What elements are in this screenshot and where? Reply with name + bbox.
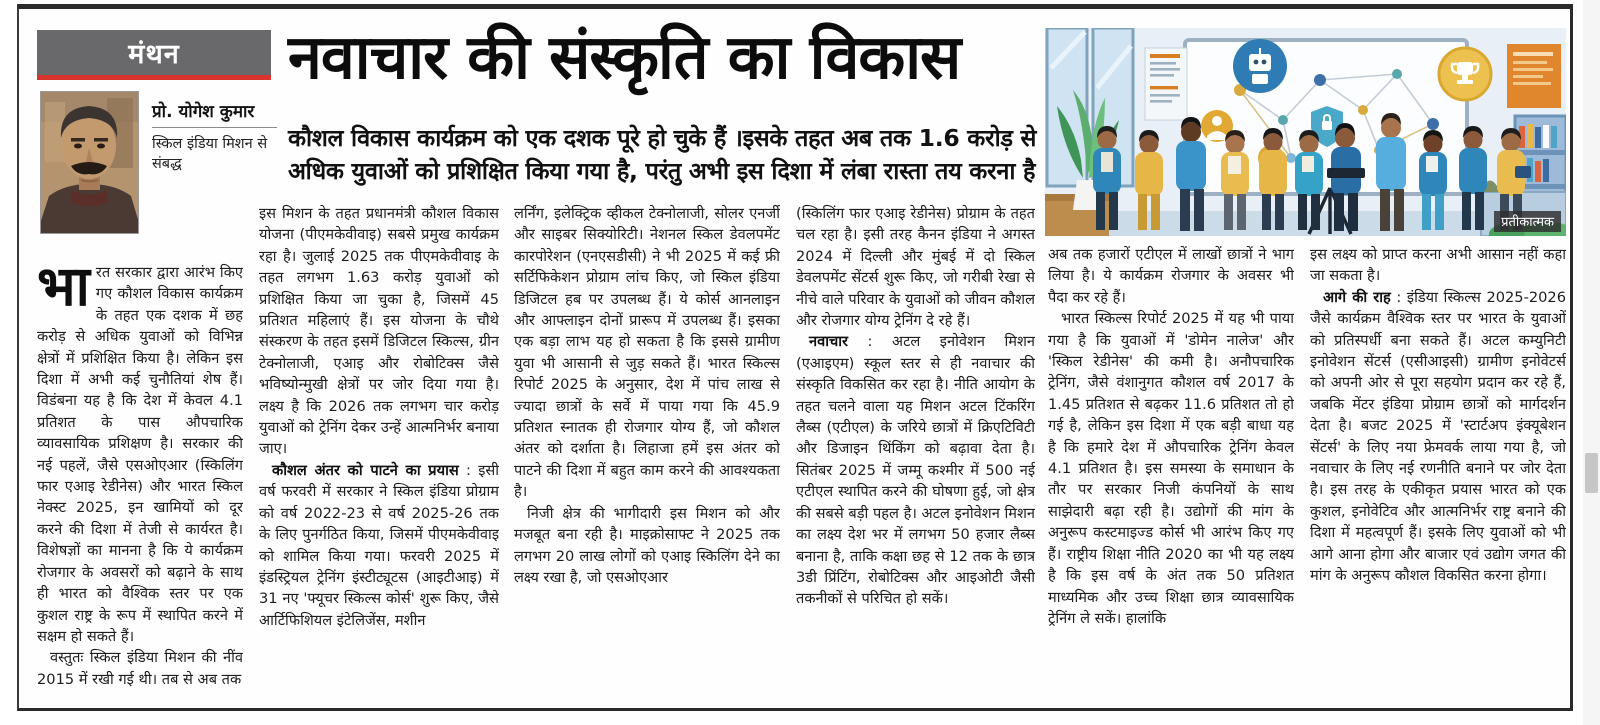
article-column-3 (514, 203, 780, 588)
paragraph: भारत स्किल्स रिपोर्ट 2025 में यह भी पाया गया है कि युवाओं में 'डोमेन नालेज' और 'स्किल रेडीनेस' की कमी है। अनौपचारिक ट्रेनिंग, जैसे वंशानुगत कौशल वर्ष 2017 के 1.45 प्रतिशत से बढ़कर 11.6 प्रतिशत तो हो गई है, लेकिन इस दिशा में एक बड़ी बाधा यह है कि हमारे देश में औपचारिक ट्रेनिंग केवल 4.1 प्रतिशत है। इस समस्या के समाधान के तौर पर सरकार निजी कंपनियों के साथ साझेदारी बढ़ा रही है। उद्योगों की मांग के अनुरूप कस्टमाइज्ड कोर्स भी आरंभ किए गए हैं। राष्ट्रीय शिक्षा नीति 2020 का भी यह लक्ष्य है कि इस वर्ष के अंत तक 50 प्रतिशत माध्यमिक और उच्च शिक्षा छात्र व्यावसायिक ट्रेनिंग ले सकें। हालांकि (1048, 310, 1294, 627)
scrollbar-track[interactable] (1583, 0, 1600, 725)
author-affiliation: स्किल इंडिया मिशन से संबद्ध (152, 136, 268, 173)
paragraph: लर्निंग, इलेक्ट्रिक व्हीकल टेक्नोलाजी, सोलर एनर्जी और साइबर सिक्योरिटी। नेशनल स्किल डेवलपमेंट कारपोरेशन (एनएसडीसी) ने भी 2025 में कई फ्री सर्टिफिकेशन प्रोग्राम लांच किए, जो स्किल इंडिया डिजिटल हब पर उपलब्ध हैं। ये कोर्स आनलाइन और आफ्लाइन दोनों प्रारूप में उपलब्ध हैं। इसका एक बड़ा लाभ यह हो सकता है कि इससे ग्रामीण युवा भी आसानी से जुड़ सकते हैं। भारत स्किल्स रिपोर्ट 2025 के अनुसार, देश में पांच लाख से ज्यादा छात्रों के सर्वे में पाया गया कि 45.9 प्रतिशत स्नातक ही रोजगार योग्य हैं, जो कौशल अंतर को दर्शाता है। लिहाजा हमें इस अंतर को पाटने की दिशा में बहुत काम करने की आवश्यकता है। (514, 205, 780, 501)
paragraph-lead: कौशल अंतर को पाटने का प्रयास (272, 461, 459, 479)
article-column-1 (37, 262, 243, 690)
poster-left (1145, 48, 1187, 120)
article-headline: नवाचार की संस्कृति का विकास (288, 22, 961, 93)
section-label-box (37, 30, 271, 80)
poster-right (1507, 44, 1561, 108)
section-label: मंथन (128, 39, 180, 70)
scrollbar-thumb[interactable] (1585, 453, 1598, 493)
illustration-caption: प्रतीकात्मक (1494, 211, 1561, 232)
paragraph: कौशल अंतर को पाटने का प्रयास : इसी वर्ष फरवरी में सरकार ने स्किल इंडिया प्रोग्राम को वर्ष 2022-23 से वर्ष 2025-26 तक के लिए पुनर्गठित किया, जिसमें पीएमकेवीवाइ को शामिल किया गया। फरवरी 2025 में इंडस्ट्रियल ट्रेनिंग इंस्टीट्यूटस (आइटीआइ) में 31 नए 'फ्यूचर स्किल्स कोर्स' शुरू किए, जैसे आर्टिफिशियल इंटेलिजेंस, मशीन (259, 461, 499, 629)
paragraph: नवाचार : अटल इनोवेशन मिशन (एआइएम) स्कूल स्तर से ही नवाचार की संस्कृति विकसित कर रहा है। नीति आयोग के तहत चलने वाला यह मिशन अटल टिंकरिंग लैब्स (एटीएल) के जरिये छात्रों में क्रिएटिविटी और डिजाइन थिंकिंग को बढ़ावा देता है। सितंबर 2025 में जम्मू कश्मीर में 500 नई एटीएल स्थापित करने की घोषणा हुई, जो क्षेत्र की सबसे बड़ी पहल है। अटल इनोवेशन मिशन का लक्ष्य देश भर में लगभग 50 हजार लैब्स बनाना है, ताकि कक्षा छह से 12 तक के छात्र 3डी प्रिंटिंग, रोबोटिक्स और आइओटी जैसी तकनीकों से परिचित हो सकें। (796, 333, 1035, 608)
article-column-2 (259, 203, 499, 631)
drop-cap: भा (37, 262, 90, 318)
paragraph: इस मिशन के तहत प्रधानमंत्री कौशल विकास योजना (पीएमकेवीवाइ) सबसे प्रमुख कार्यक्रम रहा है। जुलाई 2025 तक पीएमकेवीवाइ के तहत लगभग 1.63 करोड़ युवाओं को प्रशिक्षित किया जा चुका है, जिसमें 45 प्रतिशत महिलाएं हैं। इस योजना के चौथे संस्करण के तहत इसमें डिजिटल स्किल्स, ग्रीन टेक्नोलाजी, एआइ और रोबोटिक्स जैसे भविष्योन्मुखी क्षेत्रों पर जोर दिया गया है। लक्ष्य है कि 2026 तक लगभग चार करोड़ युवाओं को ट्रेनिंग देकर उन्हें आत्मनिर्भर बनाया जाए। (259, 205, 499, 458)
paragraph-lead: आगे की राह (1323, 288, 1391, 306)
paragraph-lead: नवाचार (809, 333, 849, 351)
paragraph: इस लक्ष्य को प्राप्त करना अभी आसान नहीं कहा जा सकता है। (1310, 246, 1566, 285)
author-info (152, 99, 277, 175)
author-photo (40, 91, 139, 234)
article-column-5 (1048, 244, 1294, 629)
paragraph: वस्तुतः स्किल इंडिया मिशन की नींव 2015 में रखी गई थी। तब से अब तक (37, 649, 243, 688)
paragraph: भारत सरकार द्वारा आरंभ किए गए कौशल विकास कार्यक्रम के तहत एक दशक में छह करोड़ से अधिक युवाओं को विभिन्न क्षेत्रों में प्रशिक्षित किया है। लेकिन इस दिशा में अभी कई चुनौतियां शेष हैं। विडंबना यह है कि देश में केवल 4.1 प्रतिशत के पास औपचारिक व्यावसायिक प्रशिक्षण है। सरकार की नई पहलें, जैसे एसओएआर (स्किलिंग फार एआइ रेडीनेस) और भारत स्किल नेक्स्ट 2025, इन खामियों को दूर करने की दिशा में तेजी से कार्यरत है। विशेषज्ञों का मानना है कि ये कार्यक्रम रोजगार के अवसरों को बढ़ाने के साथ ही भारत को वैश्विक स्तर पर एक कुशल राष्ट्र के रूप में स्थापित करने में सक्षम हो सकते हैं। (37, 262, 243, 645)
paragraph: अब तक हजारों एटीएल में लाखों छात्रों ने भाग लिया है। ये कार्यक्रम रोजगार के अवसर भी पैदा कर रहे हैं। (1048, 246, 1294, 306)
author-name: प्रो. योगेश कुमार (152, 99, 277, 128)
paragraph: आगे की राह : इंडिया स्किल्स 2025-2026 जैसे कार्यक्रम वैश्विक स्तर पर भारत के युवाओं को प्रतिस्पर्धी बना सकते हैं। अटल कम्युनिटी इनोवेशन सेंटर्स (एसीआइसी) ग्रामीण इनोवेटर्स को अपनी ओर से पूरा सहयोग प्रदान कर रहे हैं, जबकि मेंटर इंडिया प्रोग्राम छात्रों को मार्गदर्शन देता है। बजट 2025 में 'स्टार्टअप इंक्यूबेशन सेंटर्स' के लिए नया फ्रेमवर्क लाया गया है, जो नवाचार के लिए नई रणनीति बनाने पर जोर देता है। इस तरह के एकीकृत प्रयास भारत को एक कुशल, इनोवेटिव और आत्मनिर्भर राष्ट्र बनाने की दिशा में महत्वपूर्ण हैं। इसके लिए युवाओं को भी आगे आना होगा और बाजार एवं उद्योग जगत की मांग के अनुरूप कौशल विकसित करना होगा। (1310, 288, 1566, 585)
illustration-graphic (1045, 28, 1566, 236)
article-column-6 (1310, 244, 1566, 587)
article-illustration (1045, 28, 1566, 236)
robot-icon (1233, 39, 1287, 93)
article-subheadline: कौशल विकास कार्यक्रम को एक दशक पूरे हो चुके हैं ।इसके तहत अब तक 1.6 करोड़ से अधिक युवाओं को प्रशिक्षित किया गया है, परंतु अभी इस दिशा में लंबा रास्ता तय करना है (288, 124, 1037, 186)
paragraph: निजी क्षेत्र की भागीदारी इस मिशन को और मजबूत बना रही है। माइक्रोसाफ्ट ने 2025 तक लगभग 20 लाख लोगों को एआइ स्किलिंग देने का लक्ष्य रखा है, जो एसओएआर (514, 504, 780, 586)
article-column-4 (796, 203, 1035, 610)
paragraph: (स्किलिंग फार एआइ रेडीनेस) प्रोग्राम के तहत चल रहा है। इसी तरह कैनन इंडिया ने अगस्त 2024 में दिल्ली और मुंबई में दो स्किल डेवलपमेंट सेंटर्स शुरू किए, जो गरीबी रेखा से नीचे वाले परिवार के युवाओं को जीवन कौशल और रोजगार योग्य ट्रेनिंग दे रहे हैं। (796, 205, 1035, 330)
trophy-icon (1439, 48, 1491, 100)
author-portrait-image (41, 92, 138, 233)
